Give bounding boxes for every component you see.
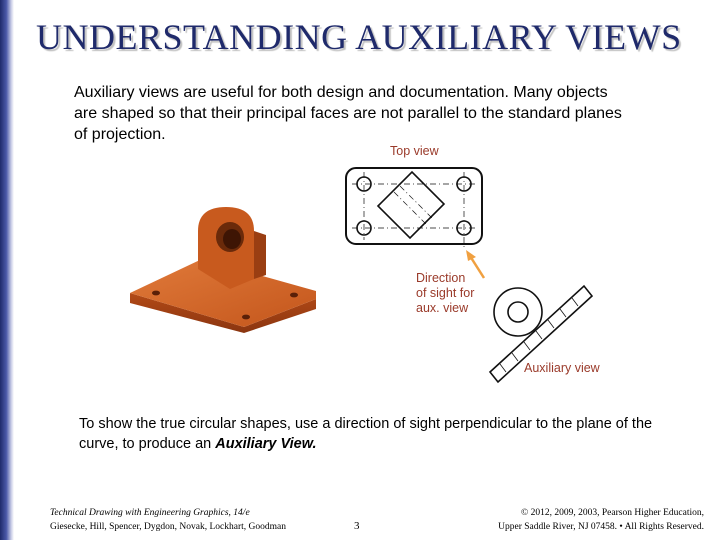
copyright-line-1: © 2012, 2009, 2003, Pearson Higher Education, [521,508,704,518]
aux-hatch [548,320,554,328]
sight-arrow-shaft [470,256,484,278]
base-hole [290,293,298,298]
aux-hatch [524,342,530,350]
aux-hatch [536,331,542,339]
footer-authors: Giesecke, Hill, Spencer, Dygdon, Novak, Lockhart, Goodman [50,522,287,532]
boss-lug-side [254,231,266,279]
orthographic-views-drawing [334,140,626,386]
top-view-label: Top view [390,144,439,158]
aux-hatch [512,353,518,361]
aux-hatch [572,298,578,306]
aux-hatch [560,309,566,317]
sight-arrow-head [466,250,476,261]
aux-view-boss-circle [494,288,542,336]
auxiliary-view-term: Auxiliary View. [215,436,317,452]
hidden-line [400,186,432,218]
base-hole [242,315,250,320]
hidden-line [394,192,426,224]
footer-book-info [50,506,286,534]
aux-view-hole-circle [508,302,528,322]
auxiliary-view-label: Auxiliary view [524,361,600,375]
side-gradient-bar [0,0,14,540]
slide-title: UNDERSTANDING AUXILIARY VIEWS [36,17,682,57]
base-hole [152,291,160,296]
boss-hole-inner [223,229,241,249]
intro-paragraph: Auxiliary views are useful for both design and documentation. Many objects are shaped so that their principal faces are not parallel to the standard planes of projection. [74,84,622,143]
aux-hatch [500,364,506,372]
footer-book-title: Technical Drawing with Engineering Graphics, 14/e [50,508,250,518]
conclusion-paragraph [79,414,659,454]
top-view-outline [346,168,482,244]
direction-label: Direction of sight for aux. view [416,271,475,315]
footer-copyright [498,506,704,534]
part-3d-illustration [126,203,322,333]
conclusion-text: To show the true circular shapes, use a direction of sight perpendicular to the plane of the curve, to produce an [79,416,653,452]
copyright-line-2: Upper Saddle River, NJ 07458. • All Rights Reserved. [498,522,704,532]
page-number: 3 [354,520,360,532]
